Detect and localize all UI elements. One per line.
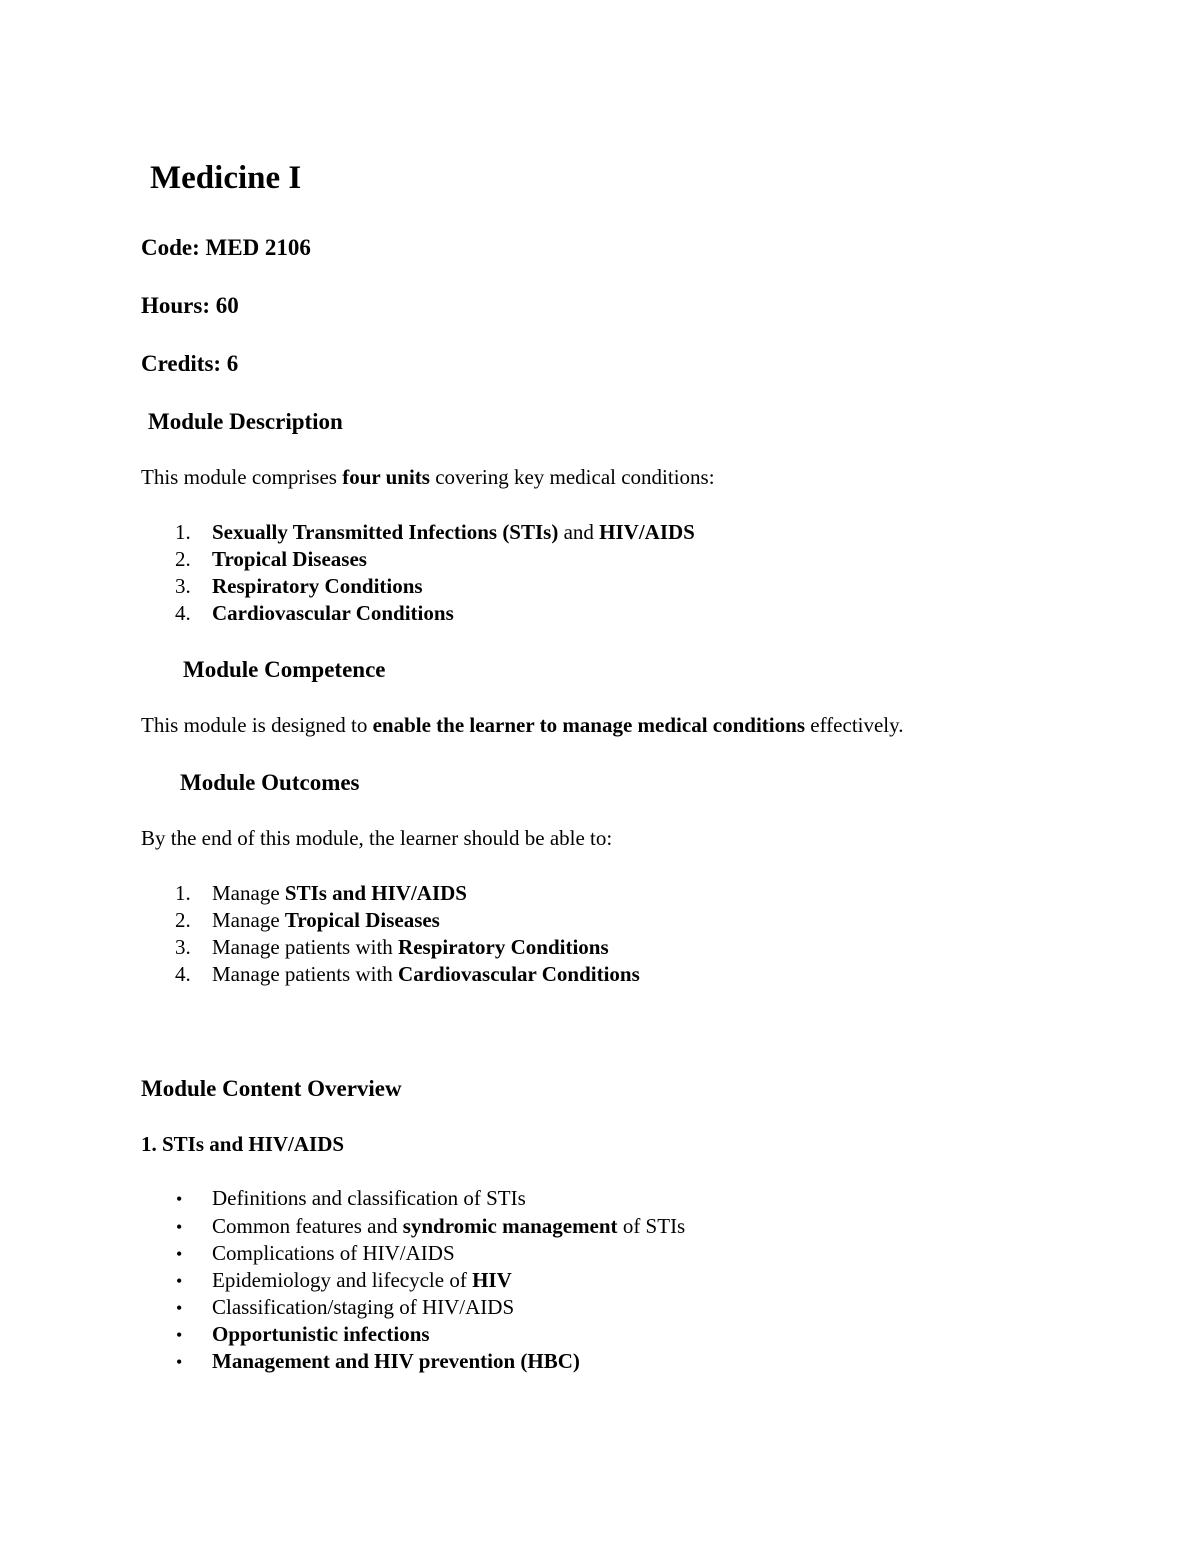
module-description-heading: Module Description xyxy=(148,409,343,434)
outcome-item: Manage patients with Respiratory Conditions xyxy=(212,935,609,959)
bullet-item: Complications of HIV/AIDS xyxy=(212,1241,455,1265)
bullet-item: Common features and syndromic management of STIs xyxy=(212,1214,686,1238)
module-competence-text: This module is designed to enable the learner to manage medical conditions effectively. xyxy=(141,713,904,737)
content-overview-heading: Module Content Overview xyxy=(141,1076,402,1101)
bullet-glyph: • xyxy=(176,1189,183,1209)
outcome-item: Manage patients with Cardiovascular Conditions xyxy=(212,962,640,986)
bullet-item: Definitions and classification of STIs xyxy=(212,1186,526,1210)
outcome-number: 2. xyxy=(175,908,191,932)
course-credits: Credits: 6 xyxy=(141,351,239,376)
bullet-glyph: • xyxy=(176,1325,183,1345)
module-outcomes-heading: Module Outcomes xyxy=(180,770,360,795)
bullet-glyph: • xyxy=(176,1217,183,1237)
bullet-glyph: • xyxy=(176,1271,183,1291)
unit-item: Cardiovascular Conditions xyxy=(212,601,454,625)
course-hours: Hours: 60 xyxy=(141,293,239,318)
page-title: Medicine I xyxy=(150,160,302,196)
outcome-number: 3. xyxy=(175,935,191,959)
bullet-item: Management and HIV prevention (HBC) xyxy=(212,1349,580,1373)
bullet-glyph: • xyxy=(176,1298,183,1318)
unit-item: Tropical Diseases xyxy=(212,547,367,571)
module-outcomes-intro: By the end of this module, the learner should be able to: xyxy=(141,826,613,850)
unit-number: 3. xyxy=(175,574,191,598)
unit-number: 4. xyxy=(175,601,191,625)
unit-item: Respiratory Conditions xyxy=(212,574,423,598)
outcome-item: Manage Tropical Diseases xyxy=(212,908,440,932)
module-competence-heading: Module Competence xyxy=(183,657,386,682)
bullet-item: Epidemiology and lifecycle of HIV xyxy=(212,1268,512,1292)
bullet-glyph: • xyxy=(176,1244,183,1264)
module-description-intro: This module comprises four units covering key medical conditions: xyxy=(141,465,715,489)
bullet-item: Opportunistic infections xyxy=(212,1322,430,1346)
unit-item: Sexually Transmitted Infections (STIs) and HIV/AIDS xyxy=(212,520,695,544)
unit-number: 2. xyxy=(175,547,191,571)
bullet-glyph: • xyxy=(176,1352,183,1372)
section-heading-stis: 1. STIs and HIV/AIDS xyxy=(141,1132,345,1156)
outcome-number: 1. xyxy=(175,881,191,905)
course-code: Code: MED 2106 xyxy=(141,235,311,260)
outcome-number: 4. xyxy=(175,962,191,986)
bullet-item: Classification/staging of HIV/AIDS xyxy=(212,1295,515,1319)
outcome-item: Manage STIs and HIV/AIDS xyxy=(212,881,467,905)
unit-number: 1. xyxy=(175,520,191,544)
